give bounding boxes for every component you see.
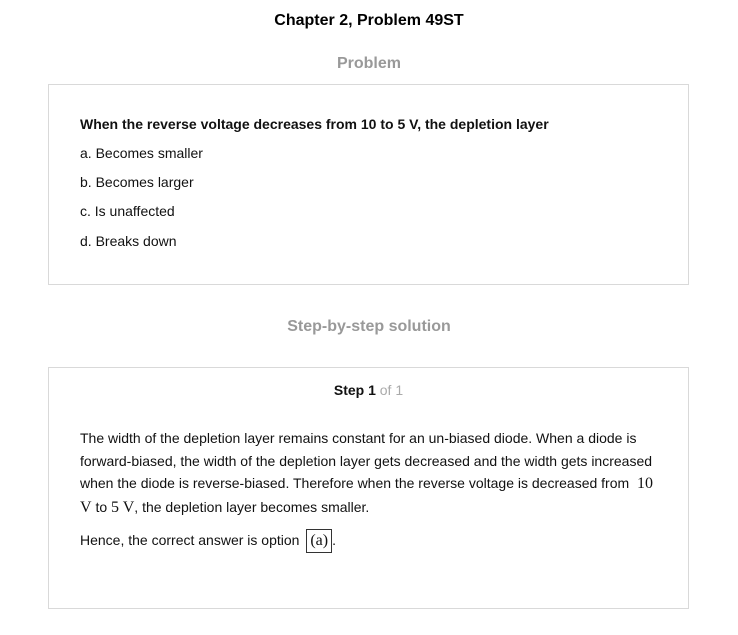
problem-heading: Problem (336, 55, 401, 72)
answer-box: (a) (306, 529, 332, 553)
question-text: When the reverse voltage decreases from 10 to 5 V, the depletion layer (80, 116, 549, 132)
answer-suffix: . (332, 532, 336, 548)
solution-card (48, 367, 689, 609)
explanation-text (80, 427, 660, 519)
option-b: b. Becomes larger (80, 174, 194, 190)
page-title: Chapter 2, Problem 49ST (274, 12, 464, 29)
step-label: Step 1 (333, 382, 376, 398)
option-c: c. Is unaffected (80, 203, 175, 219)
step-count: of 1 (379, 382, 404, 398)
math-from-voltage: 10 V (80, 475, 653, 516)
solution-heading: Step-by-step solution (287, 318, 451, 335)
explanation-part-2: , the depletion layer becomes smaller. (134, 498, 370, 515)
step-header (49, 382, 688, 398)
math-to-voltage: 5 V (111, 498, 135, 516)
problem-card (48, 84, 689, 285)
answer-prefix: Hence, the correct answer is option (80, 532, 300, 548)
explanation-part-1: The width of the depletion layer remains constant for an un-biased diode. When a diode is forward-biased, the width of the depletion layer gets decreased and the width gets increased when the diode is reverse-biased. Therefore when the reverse voltage is decreased from (80, 430, 653, 491)
option-a: a. Becomes smaller (80, 145, 203, 161)
explanation-to: to (95, 498, 108, 515)
answer-line (80, 528, 336, 553)
option-d: d. Breaks down (80, 233, 177, 249)
